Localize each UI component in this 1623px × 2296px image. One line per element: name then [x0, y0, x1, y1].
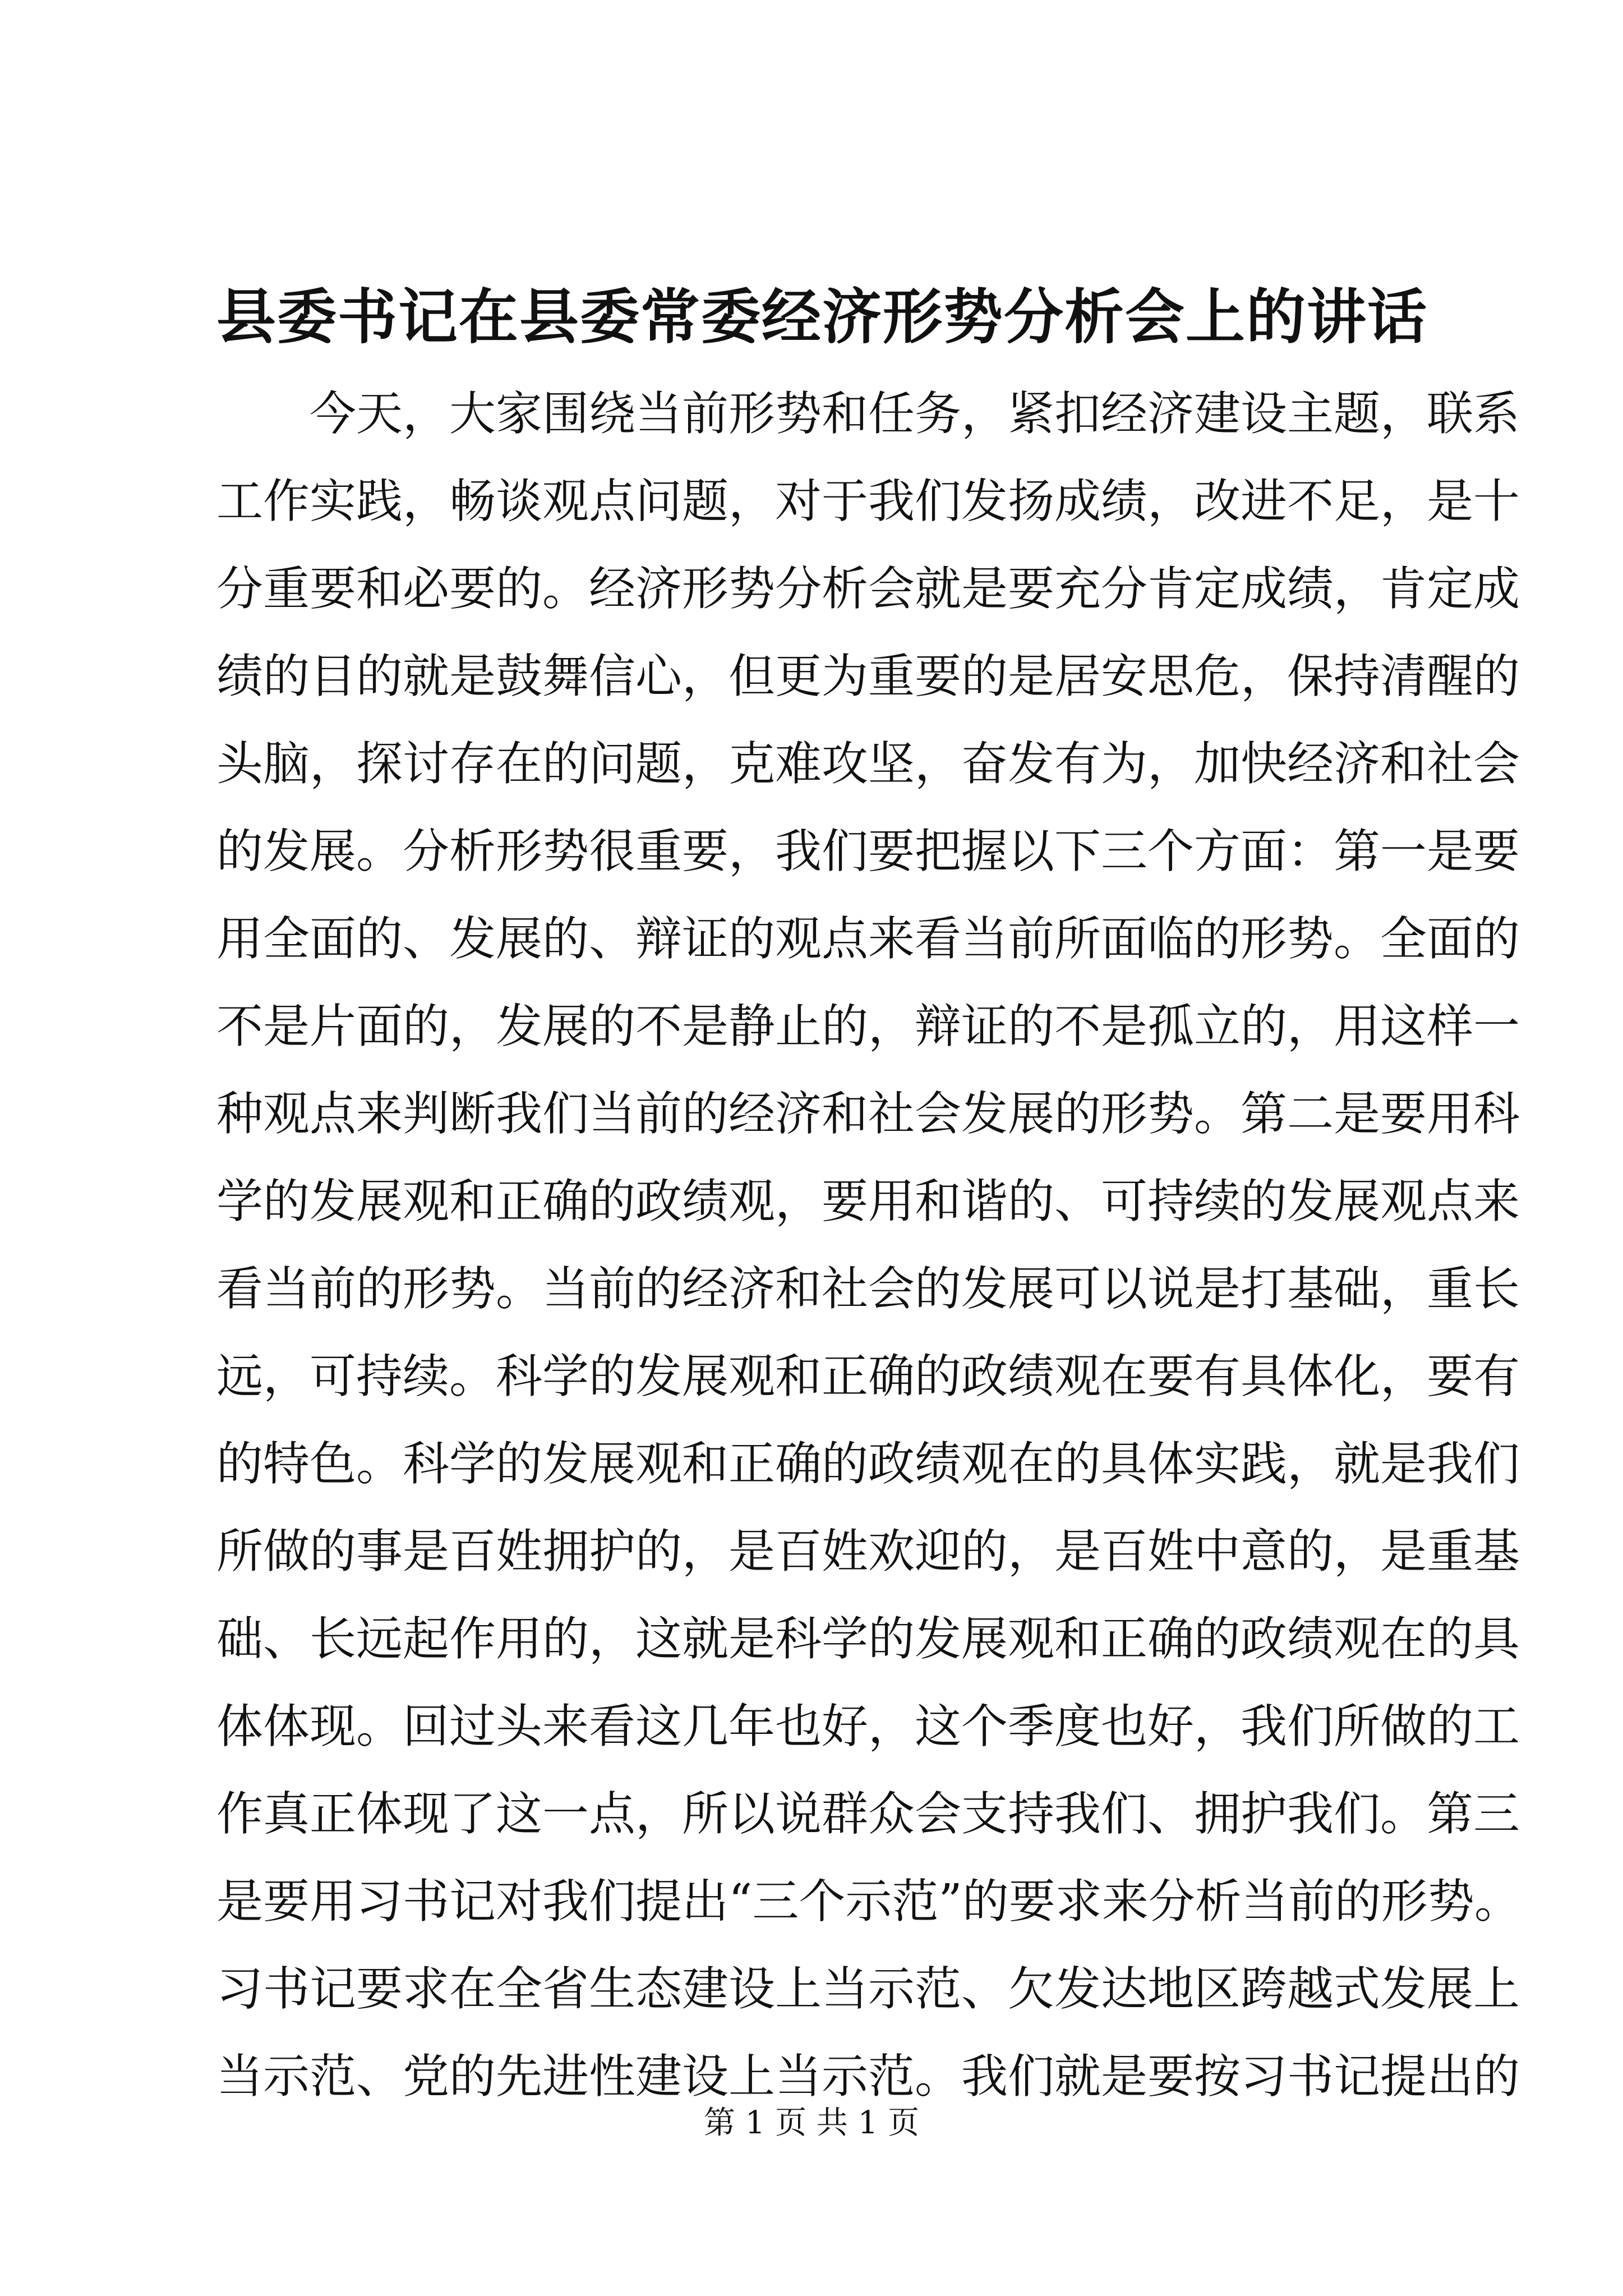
- body-line: 当示范、党的先进性建设上当示范。我们就是要按习书记提出的: [216, 2049, 1520, 2104]
- body-line: 是要用习书记对我们提出“三个示范”的要求来分析当前的形势。: [216, 1874, 1521, 1929]
- body-line: 体体现。回过头来看这几年也好，这个季度也好，我们所做的工: [216, 1699, 1520, 1754]
- body-line: 不是片面的，发展的不是静止的，辩证的不是孤立的，用这样一: [216, 999, 1520, 1053]
- body-line: 用全面的、发展的、辩证的观点来看当前所面临的形势。全面的: [216, 912, 1520, 966]
- body-line: 所做的事是百姓拥护的，是百姓欢迎的，是百姓中意的，是重基: [216, 1524, 1520, 1579]
- body-line: 分重要和必要的。经济形势分析会就是要充分肯定成绩，肯定成: [216, 562, 1520, 616]
- body-line: 头脑，探讨存在的问题，克难攻坚，奋发有为，加快经济和社会: [216, 737, 1520, 791]
- body-line: 的特色。科学的发展观和正确的政绩观在的具体实践，就是我们: [216, 1437, 1520, 1491]
- body-line: 看当前的形势。当前的经济和社会的发展可以说是打基础，重长: [216, 1262, 1520, 1316]
- body-line: 作真正体现了这一点，所以说群众会支持我们、拥护我们。第三: [216, 1787, 1520, 1841]
- body-line: 远，可持续。科学的发展观和正确的政绩观在要有具体化，要有: [216, 1349, 1520, 1404]
- page-footer: 第 1 页 共 1 页: [703, 2105, 920, 2141]
- body-line: 的发展。分析形势很重要，我们要把握以下三个方面：第一是要: [216, 824, 1520, 878]
- body-line: 础、长远起作用的，这就是科学的发展观和正确的政绩观在的具: [216, 1612, 1520, 1666]
- body-line: 工作实践，畅谈观点问题，对于我们发扬成绩，改进不足，是十: [216, 474, 1520, 528]
- body-line: 种观点来判断我们当前的经济和社会发展的形势。第二是要用科: [216, 1087, 1520, 1141]
- body-line: 习书记要求在全省生态建设上当示范、欠发达地区跨越式发展上: [216, 1962, 1520, 2016]
- body-line: 学的发展观和正确的政绩观，要用和谐的、可持续的发展观点来: [216, 1174, 1520, 1228]
- document-body: [216, 370, 1521, 2120]
- body-line: 绩的目的就是鼓舞信心，但更为重要的是居安思危，保持清醒的: [216, 649, 1520, 703]
- document-title: 县委书记在县委常委经济形势分析会上的讲话: [216, 282, 1428, 352]
- body-line: 今天，大家围绕当前形势和任务，紧扣经济建设主题，联系: [310, 386, 1520, 441]
